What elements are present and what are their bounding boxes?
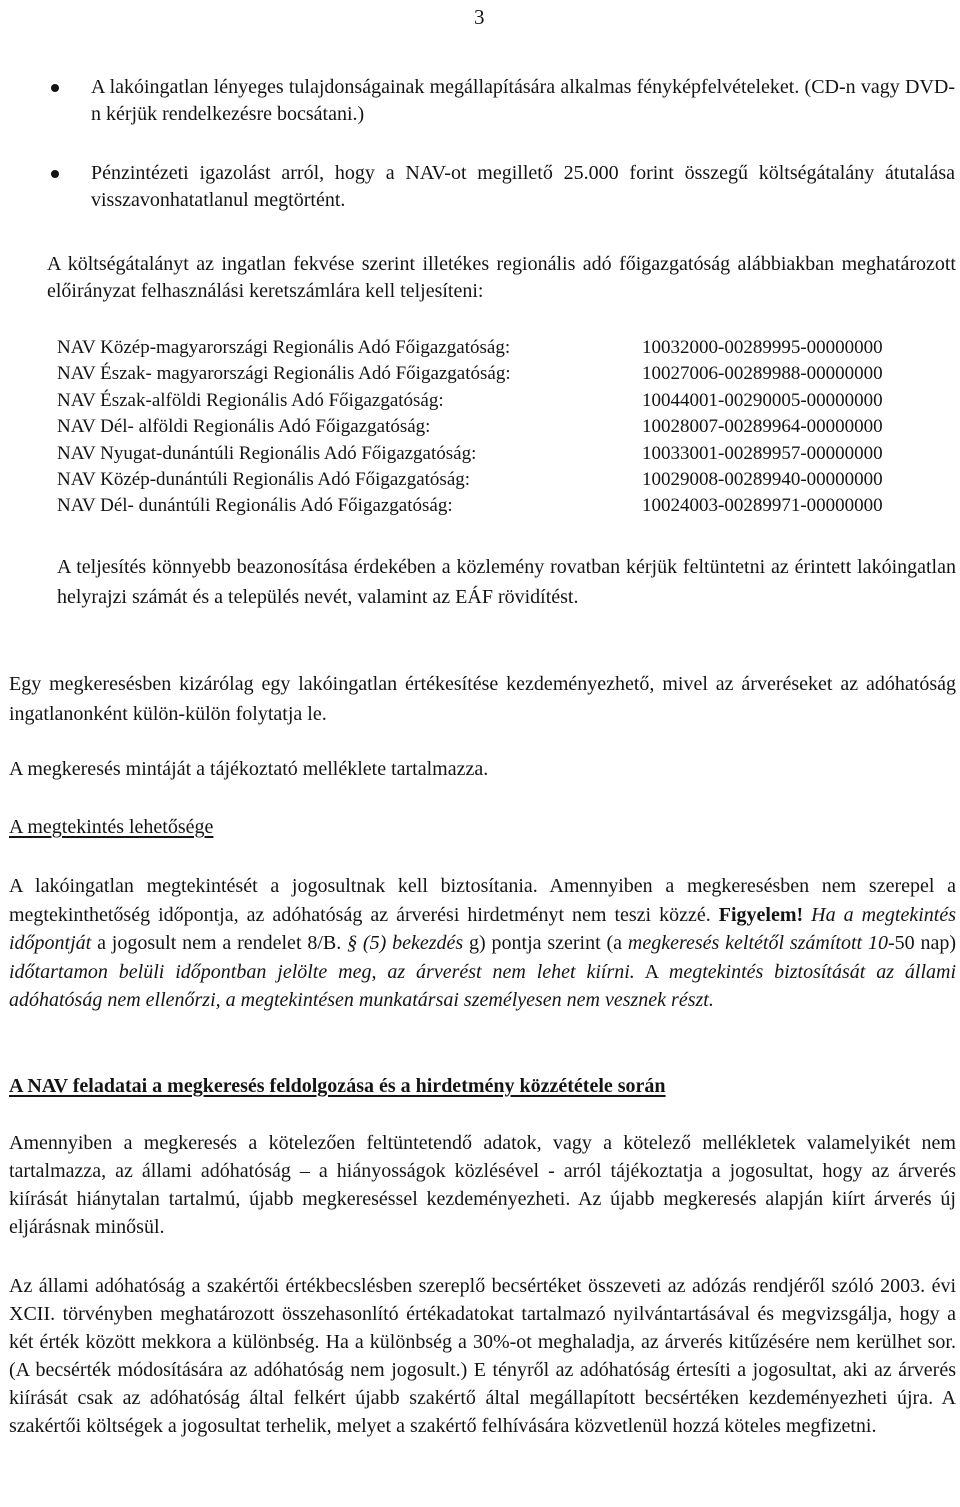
intro-paragraph: A költségátalányt az ingatlan fekvése szerint illetékes regionális adó főigazgatóság alábbiakban meghatározott előirányzat felhasználási keretszámlára kell teljesíteni: — [47, 253, 956, 302]
italic-fragment: § (5) bekezdés — [347, 932, 464, 954]
office-name: NAV Nyugat-dunántúli Regionális Adó Főigazgatóság: — [57, 442, 477, 464]
office-name: NAV Dél- alföldi Regionális Adó Főigazgatóság: — [57, 416, 431, 438]
attention-label: Figyelem! — [718, 903, 804, 926]
bullet-icon — [51, 170, 59, 178]
missing-data-paragraph: Amennyiben a megkeresés a kötelezően feltüntetendő adatok, vagy a kötelező mellékletek valamelyikét nem tartalmazza, az állami adóhatóság – a hiányosságok közlésével - arról tájékoztatja a jogosultat, hogy az árverés kiírását hiánytalan tartalmú, újabb megkereséssel kezdeményezheti. Az újabb megkeresés alapján kiírt árverés új eljárásnak minősül. — [9, 1132, 956, 1238]
list-item — [0, 160, 955, 213]
list-item-text: A lakóingatlan lényeges tulajdonságainak megállapítására alkalmas fényképfelvételeket. (CD-n vagy DVD-n kérjük rendelkezésre bocsátani.) — [91, 76, 955, 125]
account-number: 10033001-00289957-00000000 — [642, 442, 883, 464]
table-row — [57, 441, 883, 467]
table-row — [57, 414, 883, 440]
account-number: 10032000-00289995-00000000 — [642, 337, 883, 358]
office-name: NAV Észak- magyarországi Regionális Adó Főigazgatóság: — [57, 363, 511, 385]
single-property-paragraph: Egy megkeresésben kizárólag egy lakóingatlan értékesítése kezdeményezhető, mivel az árveréseket az adóhatóság ingatlanonként külön-külön folytatja le. — [9, 673, 956, 725]
account-number: 10024003-00289971-00000000 — [642, 495, 883, 517]
office-name: NAV Dél- dunántúli Regionális Adó Főigazgatóság: — [57, 495, 453, 517]
table-row — [57, 335, 883, 361]
accounts-table — [57, 335, 883, 520]
bullet-icon — [51, 84, 59, 92]
text-fragment: g) pontja szerint (a — [469, 932, 623, 954]
page-number: 3 — [474, 5, 485, 29]
list-item — [0, 74, 955, 127]
table-row — [57, 361, 883, 387]
table-row — [57, 388, 883, 414]
account-number: 10028007-00289964-00000000 — [642, 416, 883, 438]
italic-fragment: megkeresés keltétől számított 10 — [627, 932, 888, 954]
reference-paragraph: A teljesítés könnyebb beazonosítása érdekében a közlemény rovatban kérjük feltüntetni az érintett lakóingatlan helyrajzi számát és a település nevét, valamint az EÁF rövidítést. — [57, 556, 956, 608]
text-fragment: A — [644, 960, 658, 983]
inspection-heading: A megtekintés lehetősége — [9, 816, 214, 838]
office-name: NAV Észak-alföldi Regionális Adó Főigazgatóság: — [57, 389, 444, 411]
italic-fragment: időtartamon belüli időpontban jelölte meg, az árverést nem lehet kiírni. — [9, 960, 635, 983]
list-item-text: Pénzintézeti igazolást arról, hogy a NAV-ot megillető 25.000 forint összegű költségátalány átutalása visszavonhatatlanul megtörtént. — [91, 162, 955, 211]
text-fragment: -50 nap) — [887, 932, 956, 954]
table-row — [57, 493, 883, 519]
text-fragment: a jogosult nem a rendelet 8/B. — [97, 932, 342, 954]
table-row — [57, 467, 883, 493]
account-number: 10029008-00289940-00000000 — [642, 469, 883, 491]
italic-fragment: Ha a megtekintés időpontját — [9, 903, 957, 954]
valuation-paragraph: Az állami adóhatóság a szakértői értékbecslésben szereplő becsértéket összeveti az adózás rendjéről szóló 2003. évi XCII. törvényben meghatározott összehasonlító értékadatokat tartalmazó nyilvántartásával és megvizsgálja, hogy a két érték között mekkora a különbség. Ha a különbség a 30%-ot meghaladja, az árverés kitűzésére nem kerülhet sor. (A becsérték módosítására az adóhatóság nem jogosult.) E tényről az adóhatóság értesíti a jogosultat, aki az árverés kiírását csak az adóhatóság által felkért újabb szakértő által megállapított becsértéken kezdeményezheti újra. A szakértői költségek a jogosultat terhelik, melyet a szakértő felhívására közvetlenül hozzá köteles megfizetni. — [9, 1275, 956, 1437]
italic-fragment: megtekintés biztosítását az állami adóhatóság nem ellenőrzi, a megtekintésen munkatársai személyesen nem vesznek részt. — [9, 960, 957, 1011]
office-name: NAV Közép-dunántúli Regionális Adó Főigazgatóság: — [57, 469, 471, 491]
requirements-list — [0, 74, 960, 246]
account-number: 10027006-00289988-00000000 — [642, 363, 883, 385]
inspection-text: A lakóingatlan megtekintését a jogosultnak kell biztosítania. Amennyiben a megkeresésben nem szerepel a megtekinthetőség időpontja, az adóhatóság az árverési hirdetményt nem teszi közzé. — [9, 875, 956, 926]
account-number: 10044001-00290005-00000000 — [642, 389, 883, 411]
office-name: NAV Közép-magyarországi Regionális Adó Főigazgatóság: — [57, 337, 511, 358]
sample-paragraph: A megkeresés mintáját a tájékoztató melléklete tartalmazza. — [9, 758, 489, 780]
inspection-paragraph — [9, 872, 956, 1015]
nav-tasks-heading: A NAV feladatai a megkeresés feldolgozása és a hirdetmény közzététele során — [9, 1075, 666, 1097]
